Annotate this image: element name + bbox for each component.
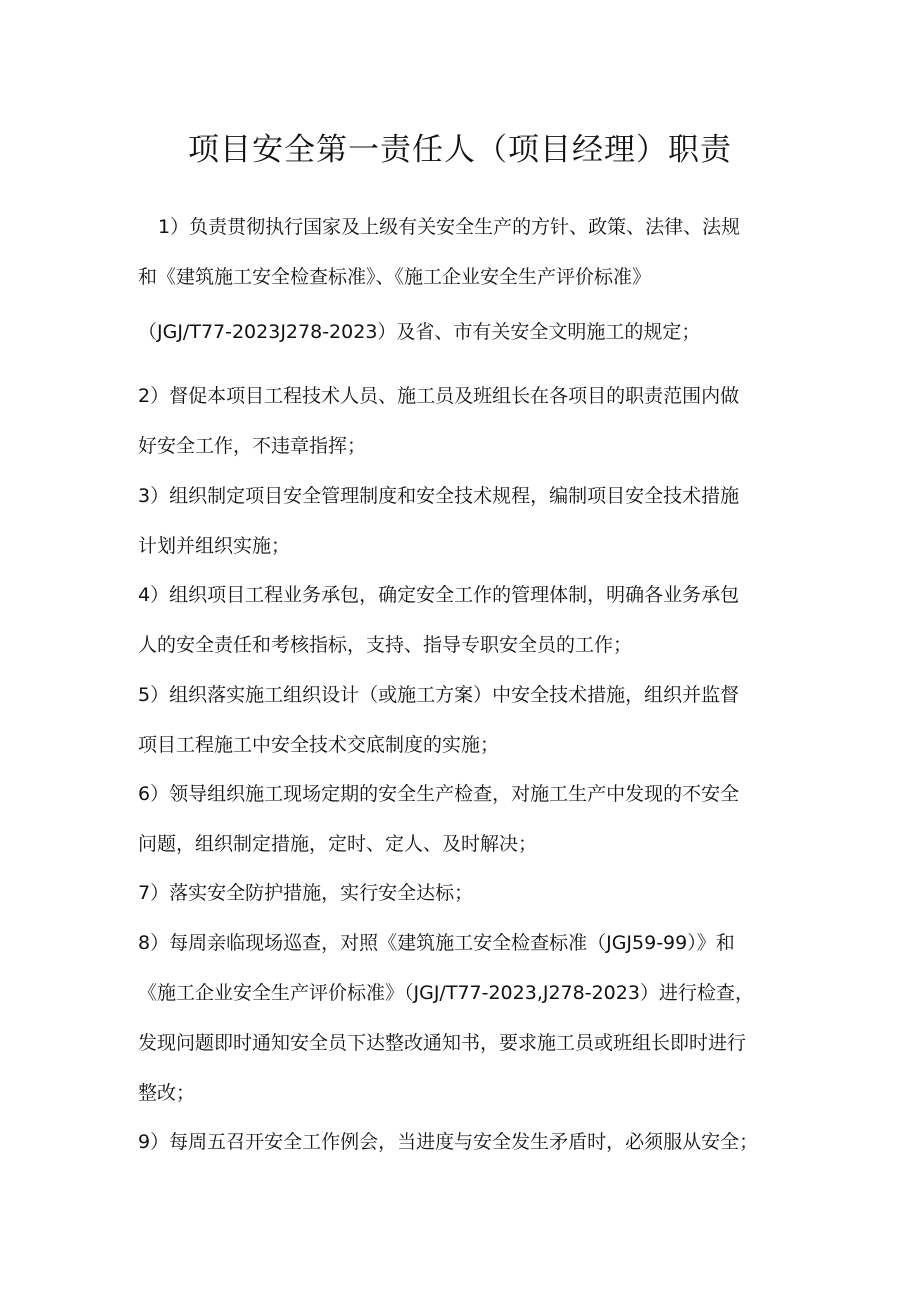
duty-item-3 (138, 471, 798, 571)
duty-item-6 (138, 769, 798, 869)
duty-item-8-line-2: 《施工企业安全生产评价标准》（JGJ/T77-2023,J278-2023）进行检查， (138, 982, 754, 1004)
duty-item-8-line-3: 发现问题即时通知安全员下达整改通知书，要求施工员或班组长即时进行 (138, 1032, 747, 1054)
duty-item-8-line-1: 8）每周亲临现场巡查，对照《建筑施工安全检查标准（JGJ59-99）》和 (138, 932, 735, 954)
duty-item-3-line-1: 3）组织制定项目安全管理制度和安全技术规程，编制项目安全技术措施 (138, 485, 740, 507)
duty-item-4-line-1: 4）组织项目工程业务承包，确定安全工作的管理体制，明确各业务承包 (138, 584, 740, 606)
duty-item-7-line-1: 7）落实安全防护措施，实行安全达标； (138, 882, 474, 904)
duty-item-2-line-1: 2）督促本项目工程技术人员、施工员及班组长在各项目的职责范围内做 (138, 385, 740, 407)
duty-item-5-line-2: 项目工程施工中安全技术交底制度的实施； (138, 734, 500, 756)
duty-item-7 (138, 868, 798, 918)
duty-item-5 (138, 670, 798, 770)
duty-item-5-line-1: 5）组织落实施工组织设计（或施工方案）中安全技术措施，组织并监督 (138, 684, 740, 706)
duty-item-1-line-3: （JGJ/T77-2023J278-2023）及省、市有关安全文明施工的规定； (138, 321, 701, 343)
duty-item-6-line-1: 6）领导组织施工现场定期的安全生产检查，对施工生产中发现的不安全 (138, 783, 740, 805)
duty-item-4-line-2: 人的安全责任和考核指标，支持、指导专职安全员的工作； (138, 634, 633, 656)
duty-item-6-line-2: 问题，组织制定措施，定时、定人、及时解决； (138, 833, 538, 855)
duty-item-8 (138, 918, 798, 1118)
duty-item-1-line-1: 1）负责贯彻执行国家及上级有关安全生产的方针、政策、法律、法规 (158, 216, 741, 238)
duty-item-1 (138, 202, 798, 357)
duty-item-8-line-4: 整改； (138, 1082, 196, 1104)
duty-item-2-line-2: 好安全工作，不违章指挥； (138, 435, 367, 457)
duty-item-3-line-2: 计划并组织实施； (138, 535, 291, 557)
duty-item-9 (138, 1117, 798, 1167)
duty-item-2 (138, 371, 798, 471)
duty-item-4 (138, 570, 798, 670)
duty-item-1-line-2: 和《建筑施工安全检查标准》、《施工企业安全生产评价标准》 (138, 266, 652, 288)
document-title: 项目安全第一责任人（项目经理）职责 (188, 132, 732, 168)
duty-item-9-line-1: 9）每周五召开安全工作例会，当进度与安全发生矛盾时，必须服从安全； (138, 1131, 759, 1153)
